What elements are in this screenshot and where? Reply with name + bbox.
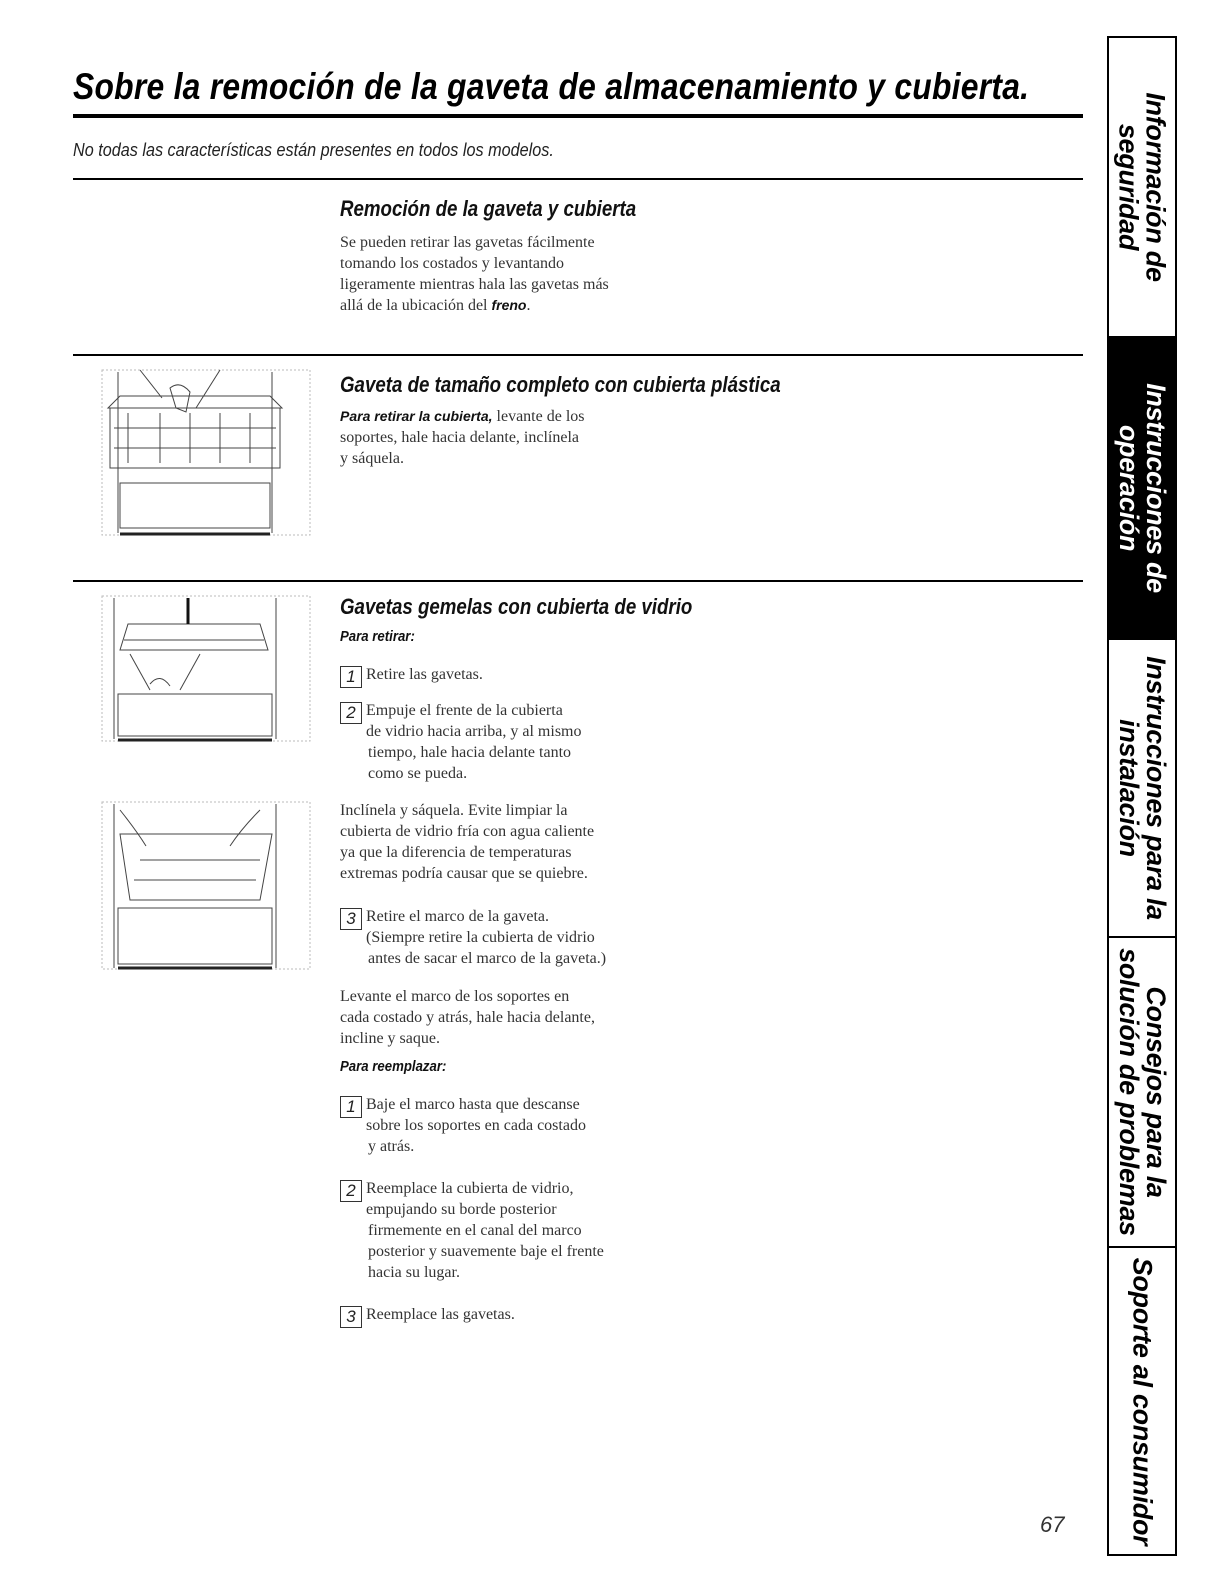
replace-label: Para reemplazar: xyxy=(340,1058,447,1075)
step-number: 1 xyxy=(340,666,362,688)
step-number: 2 xyxy=(340,1180,362,1202)
step-number: 3 xyxy=(340,908,362,930)
side-tabs xyxy=(1107,36,1177,1556)
section-heading-full-size: Gaveta de tamaño completo con cubierta plástica xyxy=(340,372,781,397)
full-size-text: Para retirar la cubierta, levante de los soportes, hale hacia delante, inclínela y sáquela. xyxy=(340,408,585,467)
title-rule xyxy=(73,114,1083,118)
twin-drawer-glass-cover-illustration-2 xyxy=(100,800,315,972)
full-size-drawer-illustration xyxy=(100,368,315,538)
remove-step-1: 1 Retire las gavetas. xyxy=(340,664,720,688)
page-number: 67 xyxy=(1040,1512,1065,1537)
section-heading-removal: Remoción de la gaveta y cubierta xyxy=(340,196,637,221)
section-divider xyxy=(73,178,1083,180)
section-divider xyxy=(73,580,1083,582)
section-heading-twin: Gavetas gemelas con cubierta de vidrio xyxy=(340,594,693,619)
brake-emphasis: freno xyxy=(491,297,527,313)
remove-step-3: 3 Retire el marco de la gaveta. (Siempre retire la cubierta de vidrio antes de sacar el marco de la gaveta.) xyxy=(340,906,720,972)
twin-note-1: Inclínela y sáquela. Evite limpiar la cubierta de vidrio fría con agua caliente ya que la diferencia de temperaturas extremas podría causar que se quiebre. xyxy=(340,802,595,882)
step-number: 1 xyxy=(340,1096,362,1118)
section-divider xyxy=(73,354,1083,356)
twin-note-2: Levante el marco de los soportes en cada costado y atrás, hale hacia delante, incline y saque. xyxy=(340,988,595,1047)
tab-consumer-support[interactable]: Soporte al consumidor xyxy=(1127,1257,1158,1545)
full-size-lead: Para retirar la cubierta, xyxy=(340,408,493,424)
removal-text: Se pueden retirar las gavetas fácilmente tomando los costados y levantando ligeramente mientras hala las gavetas más allá de la ubicación del freno. xyxy=(340,234,609,314)
step-number: 3 xyxy=(340,1306,362,1328)
replace-step-2: 2 Reemplace la cubierta de vidrio, empujando su borde posterior firmemente en el canal del marco posterior y suavemente baje el frente hacia su lugar. xyxy=(340,1178,720,1288)
remove-step-2: 2 Empuje el frente de la cubierta de vidrio hacia arriba, y al mismo tiempo, hale hacia delante tanto como se pueda. xyxy=(340,700,720,790)
page-subtitle: No todas las características están presentes en todos los modelos. xyxy=(73,140,554,160)
tab-installation-instructions[interactable]: Instrucciones para la instalación xyxy=(1109,640,1175,938)
tab-troubleshooting-tips[interactable]: Consejos para la solución de problemas xyxy=(1109,938,1175,1248)
tab-safety-information[interactable]: Información de seguridad xyxy=(1109,38,1175,338)
step-number: 2 xyxy=(340,702,362,724)
page-title: Sobre la remoción de la gaveta de almacenamiento y cubierta. xyxy=(73,66,1030,107)
replace-step-3: 3 Reemplace las gavetas. xyxy=(340,1304,720,1328)
replace-step-1: 1 Baje el marco hasta que descanse sobre los soportes en cada costado y atrás. xyxy=(340,1094,720,1160)
remove-label: Para retirar: xyxy=(340,628,415,645)
tab-operating-instructions[interactable]: Instrucciones de operación xyxy=(1109,338,1175,640)
twin-drawer-glass-cover-illustration-1 xyxy=(100,594,315,744)
